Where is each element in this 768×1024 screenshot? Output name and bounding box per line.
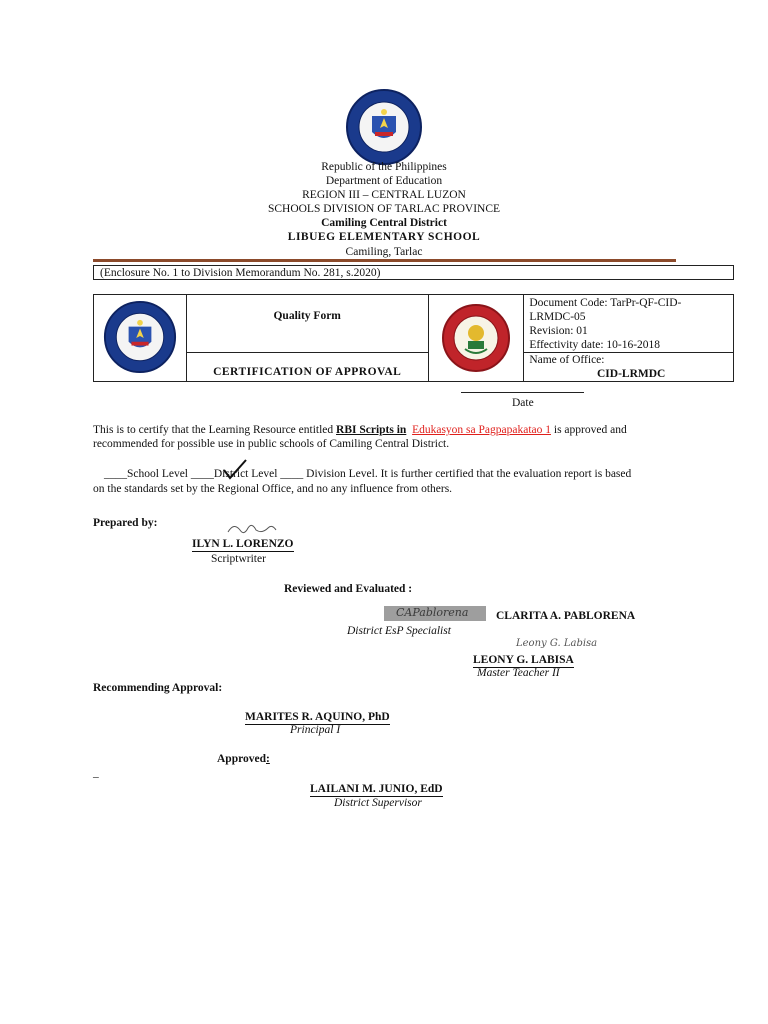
deped-seal-logo	[345, 88, 423, 166]
header-school: LIBUEG ELEMENTARY SCHOOL	[287, 231, 481, 243]
checkmark-icon	[222, 458, 248, 480]
reviewer1-signature-stamp	[384, 606, 486, 621]
resource-title-part2: Edukasyon sa Pagpapakatao 1	[412, 424, 551, 436]
level-paragraph-line2: on the standards set by the Regional Office, and no any influence from others.	[93, 483, 453, 495]
certification-paragraph	[93, 423, 743, 437]
header-district: Camiling Central District	[321, 217, 447, 229]
reviewer2-signature: Leony G. Labisa	[516, 638, 598, 649]
reviewer2-role: Master Teacher II	[477, 667, 560, 679]
reviewer1-signature-text: CAPablorena	[396, 606, 469, 619]
division-logo-cell	[428, 295, 524, 382]
recommender-name: MARITES R. AQUINO, PhD	[245, 711, 390, 723]
header-republic: Republic of the Philippines	[321, 161, 447, 173]
preparer-role: Scriptwriter	[211, 553, 266, 565]
reviewer1-name: CLARITA A. PABLORENA	[496, 610, 636, 622]
recommending-label: Recommending Approval:	[93, 682, 223, 694]
preparer-signature	[226, 520, 278, 538]
header-divider	[93, 259, 676, 262]
quality-form-title-cell	[186, 295, 428, 353]
approved-label: Approved	[217, 753, 266, 765]
certification-paragraph-line2: recommended for possible use in public schools of Camiling Central District.	[93, 438, 450, 450]
recommender-role: Principal I	[290, 724, 341, 736]
paragraph-tail-text: is approved and	[551, 424, 627, 436]
resource-title-part1: RBI Scripts in	[336, 424, 407, 436]
deped-logo-cell	[94, 295, 187, 382]
tarlac-division-seal-logo	[441, 303, 511, 373]
reviewer2-name: LEONY G. LABISA	[473, 654, 574, 666]
date-line	[461, 392, 584, 393]
reviewer1-role: District EsP Specialist	[347, 625, 451, 637]
reviewed-label: Reviewed and Evaluated :	[284, 583, 413, 595]
office-label: Name of Office:	[529, 354, 605, 366]
approver-name: LAILANI M. JUNIO, EdD	[310, 783, 443, 795]
document-code-line1: Document Code: TarPr-QF-CID-	[529, 297, 682, 309]
header-location: Camiling, Tarlac	[345, 246, 423, 258]
approved-label-wrap	[217, 752, 270, 766]
office-cell	[524, 353, 734, 382]
enclosure-text: (Enclosure No. 1 to Division Memorandum No. 281, s.2020)	[100, 267, 381, 279]
document-code-line2: LRMDC-05	[529, 311, 586, 323]
document-info-cell	[524, 295, 734, 353]
header-region: REGION III – CENTRAL LUZON	[302, 189, 466, 201]
quality-form-title: Quality Form	[273, 310, 341, 322]
office-value: CID-LRMDC	[596, 368, 666, 380]
level-paragraph-line1: ____School Level ____District Level ____ Division Level. It is further certified that the evaluation report is based	[104, 468, 632, 480]
preparer-name: ILYN L. LORENZO	[192, 538, 294, 550]
revision-text: Revision: 01	[529, 325, 588, 337]
certification-title: CERTIFICATION OF APPROVAL	[213, 366, 402, 378]
header-department: Department of Education	[325, 175, 443, 187]
deped-seal-small-logo	[103, 300, 177, 374]
approved-colon: :	[266, 753, 270, 765]
certification-title-cell	[186, 353, 428, 382]
paragraph-lead-text: This is to certify that the Learning Resource entitled	[93, 424, 337, 436]
quality-form-table	[93, 294, 734, 382]
approver-role: District Supervisor	[334, 797, 422, 809]
prepared-by-label: Prepared by:	[93, 517, 158, 529]
date-label: Date	[512, 397, 534, 409]
dash-mark: –	[93, 771, 99, 783]
effectivity-date: Effectivity date: 10-16-2018	[529, 339, 661, 351]
enclosure-box	[93, 265, 734, 280]
header-division: SCHOOLS DIVISION OF TARLAC PROVINCE	[267, 203, 501, 215]
